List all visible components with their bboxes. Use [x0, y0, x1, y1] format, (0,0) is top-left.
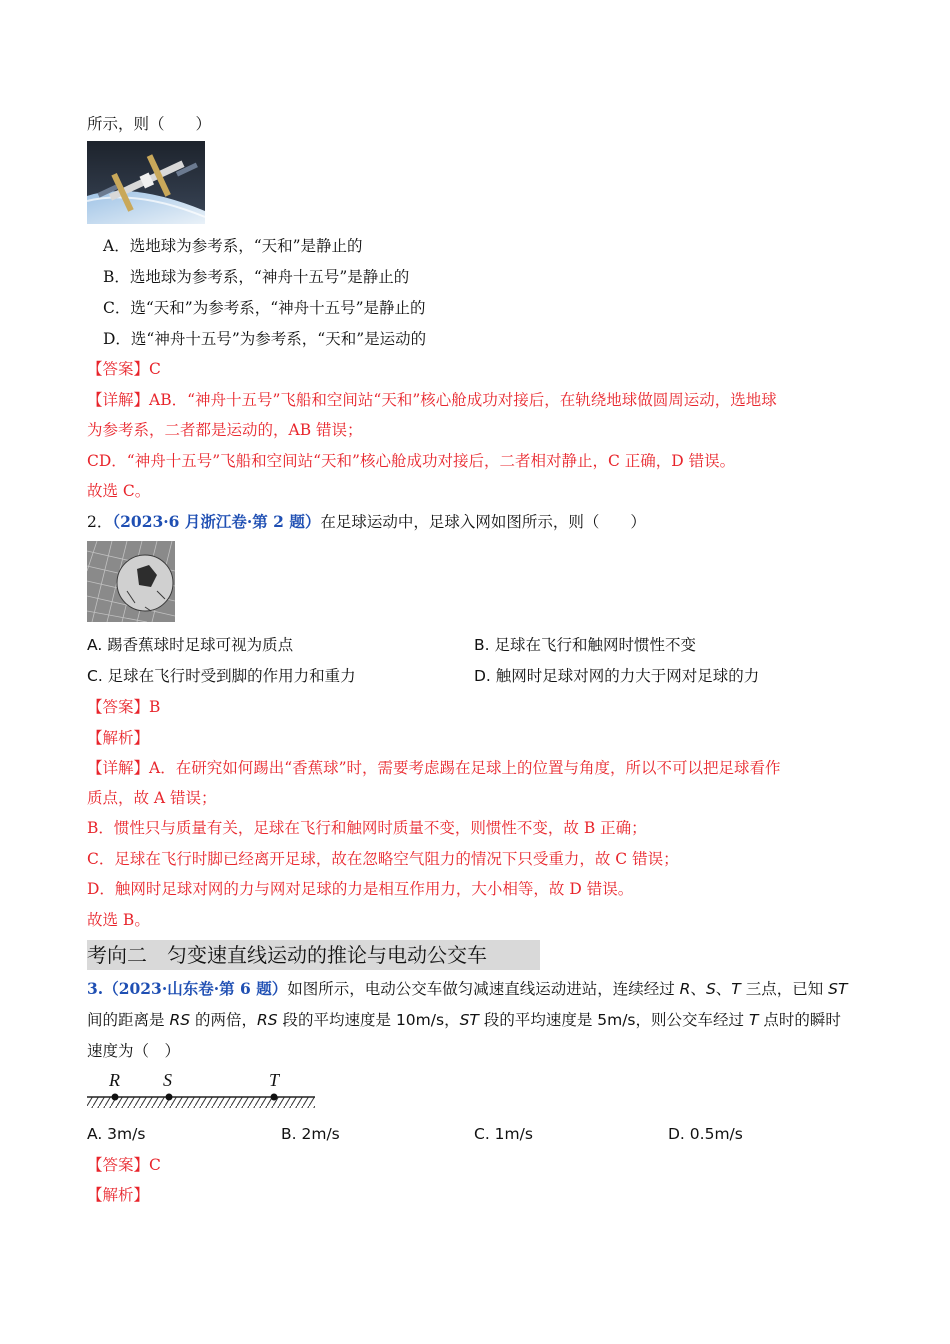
q3-stem-text: 段的平均速度是 10m/s，	[277, 1011, 460, 1029]
q1-answer: 【答案】C	[87, 360, 161, 378]
q1-option-a: A．选地球为参考系，“天和”是静止的	[103, 237, 363, 255]
q3-sep: 、	[715, 980, 732, 998]
q1-detail-line3: CD．“神舟十五号”飞船和空间站“天和”核心舱成功对接后，二者相对静止，C 正确，D 错误。	[87, 452, 736, 470]
rst-road-figure	[87, 1066, 319, 1112]
q3-option-a: A. 3m/s	[87, 1125, 146, 1143]
q3-segment-rs: RS	[256, 1011, 278, 1029]
q2-analysis: 【解析】	[87, 729, 150, 747]
q1-option-c: C．选“天和”为参考系，“神舟十五号”是静止的	[103, 299, 426, 317]
q3-point-t: T	[748, 1011, 759, 1029]
q2-option-b: B. 足球在飞行和触网时惯性不变	[474, 636, 696, 654]
q2-stem-text: 在足球运动中，足球入网如图所示，则（ ）	[320, 513, 646, 531]
q3-source: （2023·山东卷·第 6 题）	[103, 979, 288, 998]
q3-stem-text: 间的距离是	[87, 1011, 170, 1029]
figure-label-r: R	[109, 1070, 120, 1090]
q3-stem-text: 如图所示，电动公交车做匀减速直线运动进站，连续经过	[287, 980, 680, 998]
soccer-net-image	[87, 541, 175, 622]
q2-detail-line1: 【详解】A．在研究如何踢出“香蕉球”时，需要考虑踢在足球上的位置与角度，所以不可以把足球看作	[87, 759, 781, 777]
q2-answer: 【答案】B	[87, 698, 161, 716]
q3-answer: 【答案】C	[87, 1156, 161, 1174]
q2-stem	[87, 511, 646, 533]
space-station-image	[87, 141, 205, 224]
q3-stem-text: 点时的瞬时	[758, 1011, 841, 1029]
q3-option-c: C. 1m/s	[474, 1125, 533, 1143]
q2-number: 2．	[87, 513, 113, 531]
q2-conclusion: 故选 B。	[87, 911, 150, 929]
q1-detail-line1: 【详解】AB．“神舟十五号”飞船和空间站“天和”核心舱成功对接后，在轨绕地球做圆周运动，选地球	[87, 391, 777, 409]
q3-stem-line3: 速度为（ ）	[87, 1042, 181, 1060]
q3-number: 3.	[87, 979, 104, 998]
q1-conclusion: 故选 C。	[87, 482, 151, 500]
q2-source: （2023·6 月浙江卷·第 2 题）	[112, 512, 321, 531]
q2-option-c: C. 足球在飞行时受到脚的作用力和重力	[87, 667, 356, 685]
q3-sep: 、	[690, 980, 706, 998]
point-r-dot	[112, 1094, 119, 1101]
point-s-dot	[166, 1094, 173, 1101]
q2-detail-line2: 质点，故 A 错误；	[87, 789, 217, 807]
figure-label-s: S	[163, 1070, 172, 1090]
q3-analysis: 【解析】	[87, 1186, 150, 1204]
q3-stem-line2	[87, 1009, 841, 1031]
q3-stem-text: 段的平均速度是 5m/s，则公交车经过	[478, 1011, 749, 1029]
q1-stem-tail: 所示，则（ ）	[87, 115, 212, 133]
q2-detail-line5: D．触网时足球对网的力与网对足球的力是相互作用力，大小相等，故 D 错误。	[87, 880, 634, 898]
point-t-dot	[271, 1094, 278, 1101]
q3-point-r: R	[679, 980, 691, 998]
q3-segment-rs: RS	[169, 1011, 191, 1029]
q2-detail-line3: B．惯性只与质量有关，足球在飞行和触网时质量不变，则惯性不变，故 B 正确；	[87, 819, 647, 837]
q1-option-d: D．选“神舟十五号”为参考系，“天和”是运动的	[103, 330, 427, 348]
q3-segment-st: ST	[459, 1011, 479, 1029]
q3-stem-text: 三点，已知	[740, 980, 829, 998]
section-heading: 考向二 匀变速直线运动的推论与电动公交车	[87, 940, 540, 970]
q3-stem-line1	[87, 978, 847, 1000]
q3-point-t: T	[731, 980, 741, 998]
q2-option-a: A. 踢香蕉球时足球可视为质点	[87, 636, 294, 654]
q3-option-d: D. 0.5m/s	[668, 1125, 743, 1143]
q1-option-b: B．选地球为参考系，“神舟十五号”是静止的	[103, 268, 410, 286]
q3-option-b: B. 2m/s	[281, 1125, 340, 1143]
q1-detail-line2: 为参考系，二者都是运动的，AB 错误；	[87, 421, 363, 439]
q2-detail-line4: C．足球在飞行时脚已经离开足球，故在忽略空气阻力的情况下只受重力，故 C 错误；	[87, 850, 679, 868]
figure-label-t: T	[269, 1070, 280, 1090]
q3-point-s: S	[705, 980, 716, 998]
q3-stem-text: 的两倍，	[190, 1011, 257, 1029]
q2-option-d: D. 触网时足球对网的力大于网对足球的力	[474, 667, 760, 685]
q3-segment-st: ST	[828, 980, 848, 998]
